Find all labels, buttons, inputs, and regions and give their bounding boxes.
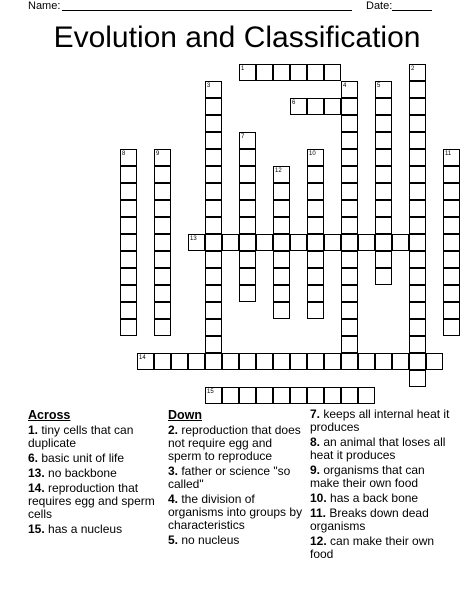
grid-cell[interactable] bbox=[154, 319, 171, 336]
grid-cell[interactable] bbox=[273, 268, 290, 285]
grid-cell[interactable] bbox=[222, 234, 239, 251]
grid-cell[interactable] bbox=[341, 353, 358, 370]
grid-cell[interactable] bbox=[256, 387, 273, 404]
grid-cell[interactable] bbox=[409, 98, 426, 115]
grid-clue-number: 2 bbox=[411, 66, 415, 72]
grid-cell[interactable] bbox=[239, 149, 256, 166]
grid-cell[interactable] bbox=[443, 149, 460, 166]
grid-cell[interactable] bbox=[239, 268, 256, 285]
grid-cell[interactable] bbox=[358, 387, 375, 404]
grid-cell[interactable] bbox=[324, 234, 341, 251]
clue-number: 2. bbox=[168, 423, 179, 437]
grid-cell[interactable] bbox=[273, 234, 290, 251]
clue-text: has a back bone bbox=[326, 491, 419, 505]
clue-text: father or science "so called" bbox=[168, 464, 291, 491]
clue-number: 14. bbox=[28, 481, 45, 495]
clue-number: 4. bbox=[168, 492, 179, 506]
across-column bbox=[28, 408, 160, 538]
grid-clue-number: 6 bbox=[292, 100, 296, 106]
grid-cell[interactable] bbox=[324, 387, 341, 404]
grid-cell[interactable] bbox=[256, 64, 273, 81]
grid-cell[interactable] bbox=[273, 183, 290, 200]
clue-number: 15. bbox=[28, 522, 45, 536]
grid-cell[interactable] bbox=[409, 81, 426, 98]
grid-cell[interactable] bbox=[358, 234, 375, 251]
clue-item bbox=[310, 535, 450, 561]
clue-text: Breaks down dead organisms bbox=[310, 506, 429, 533]
grid-cell[interactable] bbox=[443, 302, 460, 319]
clue-text: keeps all internal heat it produces bbox=[310, 407, 450, 434]
grid-cell[interactable] bbox=[409, 234, 426, 251]
grid-cell[interactable] bbox=[341, 149, 358, 166]
grid-cell[interactable] bbox=[392, 353, 409, 370]
grid-cell[interactable] bbox=[443, 200, 460, 217]
grid-cell[interactable] bbox=[307, 285, 324, 302]
grid-cell[interactable] bbox=[375, 115, 392, 132]
clue-number: 13. bbox=[28, 466, 45, 480]
clue-item bbox=[168, 424, 304, 463]
grid-cell[interactable] bbox=[239, 132, 256, 149]
clue-text: reproduction that does not require egg and sperm to reproduce bbox=[168, 423, 301, 463]
grid-cell[interactable] bbox=[409, 319, 426, 336]
grid-cell[interactable] bbox=[239, 234, 256, 251]
grid-cell[interactable] bbox=[375, 149, 392, 166]
grid-cell[interactable] bbox=[205, 387, 222, 404]
grid-cell[interactable] bbox=[239, 251, 256, 268]
page-title: Evolution and Classification bbox=[53, 21, 421, 54]
grid-cell[interactable] bbox=[205, 336, 222, 353]
grid-cell[interactable] bbox=[205, 115, 222, 132]
grid-cell[interactable] bbox=[273, 353, 290, 370]
grid-cell[interactable] bbox=[324, 353, 341, 370]
grid-clue-number: 10 bbox=[309, 151, 316, 157]
grid-cell[interactable] bbox=[120, 183, 137, 200]
grid-cell[interactable] bbox=[375, 234, 392, 251]
grid-cell[interactable] bbox=[341, 268, 358, 285]
grid-cell[interactable] bbox=[341, 200, 358, 217]
grid-cell[interactable] bbox=[375, 251, 392, 268]
grid-cell[interactable] bbox=[409, 353, 426, 370]
grid-cell[interactable] bbox=[273, 302, 290, 319]
grid-cell[interactable] bbox=[120, 268, 137, 285]
grid-cell[interactable] bbox=[120, 319, 137, 336]
clue-text: an animal that loses all heat it produces bbox=[310, 435, 446, 462]
grid-cell[interactable] bbox=[205, 200, 222, 217]
grid-cell[interactable] bbox=[273, 217, 290, 234]
grid-cell[interactable] bbox=[307, 166, 324, 183]
grid-cell[interactable] bbox=[409, 115, 426, 132]
clue-text: reproduction that requires egg and sperm cells bbox=[28, 481, 155, 521]
grid-cell[interactable] bbox=[409, 200, 426, 217]
clues-section bbox=[0, 408, 474, 613]
grid-cell[interactable] bbox=[205, 217, 222, 234]
clue-item bbox=[168, 534, 304, 547]
grid-cell[interactable] bbox=[341, 81, 358, 98]
grid-cell[interactable] bbox=[307, 149, 324, 166]
grid-cell[interactable] bbox=[341, 166, 358, 183]
date-label: Date: bbox=[366, 0, 393, 12]
clue-item bbox=[28, 523, 160, 536]
grid-cell[interactable] bbox=[222, 353, 239, 370]
clue-text: no nucleus bbox=[178, 533, 240, 547]
grid-cell[interactable] bbox=[256, 353, 273, 370]
grid-cell[interactable] bbox=[120, 149, 137, 166]
clue-item bbox=[28, 482, 160, 521]
across-clue-list bbox=[28, 424, 160, 536]
grid-clue-number: 4 bbox=[343, 83, 347, 89]
down-clue-list-continued bbox=[310, 408, 450, 561]
grid-cell[interactable] bbox=[273, 200, 290, 217]
grid-cell[interactable] bbox=[426, 353, 443, 370]
grid-cell[interactable] bbox=[409, 251, 426, 268]
grid-cell[interactable] bbox=[409, 64, 426, 81]
grid-cell[interactable] bbox=[239, 285, 256, 302]
grid-cell[interactable] bbox=[120, 200, 137, 217]
grid-cell[interactable] bbox=[273, 251, 290, 268]
clue-text: no backbone bbox=[44, 466, 117, 480]
grid-cell[interactable] bbox=[205, 166, 222, 183]
grid-cell[interactable] bbox=[307, 251, 324, 268]
clue-number: 8. bbox=[310, 435, 321, 449]
grid-cell[interactable] bbox=[154, 251, 171, 268]
grid-cell[interactable] bbox=[324, 64, 341, 81]
grid-cell[interactable] bbox=[205, 234, 222, 251]
grid-cell[interactable] bbox=[188, 353, 205, 370]
grid-cell[interactable] bbox=[409, 183, 426, 200]
grid-cell[interactable] bbox=[154, 234, 171, 251]
grid-cell[interactable] bbox=[443, 285, 460, 302]
grid-cell[interactable] bbox=[222, 387, 239, 404]
clue-number: 6. bbox=[28, 451, 39, 465]
grid-cell[interactable] bbox=[205, 132, 222, 149]
grid-cell[interactable] bbox=[171, 353, 188, 370]
grid-cell[interactable] bbox=[341, 336, 358, 353]
grid-cell[interactable] bbox=[256, 234, 273, 251]
grid-cell[interactable] bbox=[273, 285, 290, 302]
grid-cell[interactable] bbox=[154, 268, 171, 285]
across-heading: Across bbox=[28, 408, 71, 422]
grid-cell[interactable] bbox=[443, 183, 460, 200]
grid-cell[interactable] bbox=[239, 200, 256, 217]
grid-cell[interactable] bbox=[205, 251, 222, 268]
down-clue-list bbox=[168, 424, 304, 547]
grid-cell[interactable] bbox=[273, 166, 290, 183]
grid-cell[interactable] bbox=[341, 234, 358, 251]
grid-cell[interactable] bbox=[290, 353, 307, 370]
grid-cell[interactable] bbox=[443, 217, 460, 234]
grid-cell[interactable] bbox=[205, 183, 222, 200]
grid-cell[interactable] bbox=[205, 319, 222, 336]
grid-cell[interactable] bbox=[120, 251, 137, 268]
grid-clue-number: 12 bbox=[275, 168, 282, 174]
grid-cell[interactable] bbox=[307, 268, 324, 285]
grid-cell[interactable] bbox=[239, 353, 256, 370]
clue-number: 1. bbox=[28, 423, 39, 437]
grid-cell[interactable] bbox=[239, 387, 256, 404]
clue-text: organisms that can make their own food bbox=[310, 463, 425, 490]
grid-cell[interactable] bbox=[239, 183, 256, 200]
clue-item bbox=[310, 464, 450, 490]
grid-clue-number: 15 bbox=[207, 389, 214, 395]
grid-cell[interactable] bbox=[341, 387, 358, 404]
grid-cell[interactable] bbox=[120, 285, 137, 302]
grid-cell[interactable] bbox=[205, 302, 222, 319]
grid-cell[interactable] bbox=[120, 166, 137, 183]
grid-cell[interactable] bbox=[375, 200, 392, 217]
clue-number: 12. bbox=[310, 534, 327, 548]
grid-cell[interactable] bbox=[341, 98, 358, 115]
grid-cell[interactable] bbox=[375, 353, 392, 370]
grid-cell[interactable] bbox=[307, 98, 324, 115]
grid-cell[interactable] bbox=[239, 166, 256, 183]
clue-text: tiny cells that can duplicate bbox=[28, 423, 134, 450]
clue-number: 9. bbox=[310, 463, 321, 477]
grid-cell[interactable] bbox=[375, 183, 392, 200]
grid-cell[interactable] bbox=[341, 132, 358, 149]
clue-text: has a nucleus bbox=[44, 522, 123, 536]
grid-cell[interactable] bbox=[341, 319, 358, 336]
clue-number: 11. bbox=[310, 506, 327, 520]
grid-cell[interactable] bbox=[120, 302, 137, 319]
grid-clue-number: 8 bbox=[122, 151, 126, 157]
grid-cell[interactable] bbox=[239, 217, 256, 234]
grid-cell[interactable] bbox=[443, 268, 460, 285]
grid-cell[interactable] bbox=[154, 166, 171, 183]
grid-cell[interactable] bbox=[375, 98, 392, 115]
clue-text: can make their own food bbox=[310, 534, 435, 561]
grid-cell[interactable] bbox=[120, 217, 137, 234]
grid-cell[interactable] bbox=[307, 353, 324, 370]
grid-cell[interactable] bbox=[290, 98, 307, 115]
clue-item bbox=[168, 493, 304, 532]
grid-clue-number: 1 bbox=[241, 66, 245, 72]
grid-cell[interactable] bbox=[443, 251, 460, 268]
grid-cell[interactable] bbox=[409, 370, 426, 387]
grid-cell[interactable] bbox=[341, 285, 358, 302]
grid-cell[interactable] bbox=[307, 64, 324, 81]
grid-cell[interactable] bbox=[375, 166, 392, 183]
grid-cell[interactable] bbox=[409, 268, 426, 285]
grid-cell[interactable] bbox=[358, 353, 375, 370]
grid-cell[interactable] bbox=[443, 166, 460, 183]
grid-cell[interactable] bbox=[341, 115, 358, 132]
grid-cell[interactable] bbox=[375, 268, 392, 285]
clue-item bbox=[28, 452, 160, 465]
grid-cell[interactable] bbox=[205, 98, 222, 115]
grid-cell[interactable] bbox=[375, 217, 392, 234]
grid-cell[interactable] bbox=[120, 234, 137, 251]
grid-cell[interactable] bbox=[409, 336, 426, 353]
grid-cell[interactable] bbox=[273, 64, 290, 81]
grid-cell[interactable] bbox=[290, 64, 307, 81]
grid-cell[interactable] bbox=[154, 183, 171, 200]
grid-cell[interactable] bbox=[205, 353, 222, 370]
grid-cell[interactable] bbox=[375, 132, 392, 149]
clue-item bbox=[28, 424, 160, 450]
down-column bbox=[168, 408, 304, 549]
grid-cell[interactable] bbox=[154, 285, 171, 302]
grid-cell[interactable] bbox=[154, 200, 171, 217]
down-heading: Down bbox=[168, 408, 203, 422]
grid-cell[interactable] bbox=[205, 285, 222, 302]
name-label: Name: bbox=[28, 0, 61, 12]
grid-cell[interactable] bbox=[307, 183, 324, 200]
grid-cell[interactable] bbox=[409, 132, 426, 149]
grid-cell[interactable] bbox=[307, 302, 324, 319]
grid-clue-number: 11 bbox=[445, 151, 452, 157]
clue-item bbox=[28, 467, 160, 480]
clue-number: 5. bbox=[168, 533, 179, 547]
grid-clue-number: 13 bbox=[190, 236, 197, 242]
grid-cell[interactable] bbox=[409, 302, 426, 319]
grid-cell[interactable] bbox=[324, 98, 341, 115]
grid-cell[interactable] bbox=[154, 149, 171, 166]
grid-cell[interactable] bbox=[341, 183, 358, 200]
grid-cell[interactable] bbox=[443, 234, 460, 251]
grid-cell[interactable] bbox=[443, 319, 460, 336]
grid-cell[interactable] bbox=[307, 200, 324, 217]
grid-clue-number: 14 bbox=[139, 355, 146, 361]
grid-cell[interactable] bbox=[307, 234, 324, 251]
grid-cell[interactable] bbox=[375, 81, 392, 98]
clue-text: the division of organisms into groups by characteristics bbox=[168, 492, 303, 532]
grid-cell[interactable] bbox=[307, 387, 324, 404]
grid-cell[interactable] bbox=[154, 353, 171, 370]
grid-cell[interactable] bbox=[205, 268, 222, 285]
grid-cell[interactable] bbox=[341, 217, 358, 234]
grid-cell[interactable] bbox=[137, 353, 154, 370]
clue-number: 3. bbox=[168, 464, 179, 478]
clue-item bbox=[168, 465, 304, 491]
clue-item bbox=[310, 436, 450, 462]
grid-cell[interactable] bbox=[392, 234, 409, 251]
down-column-continued bbox=[310, 408, 450, 563]
grid-cell[interactable] bbox=[409, 217, 426, 234]
grid-cell[interactable] bbox=[341, 302, 358, 319]
clue-text: basic unit of life bbox=[38, 451, 125, 465]
grid-cell[interactable] bbox=[290, 234, 307, 251]
clue-item bbox=[310, 507, 450, 533]
clue-item bbox=[310, 408, 450, 434]
grid-cell[interactable] bbox=[307, 217, 324, 234]
grid-cell[interactable] bbox=[341, 251, 358, 268]
grid-cell[interactable] bbox=[273, 387, 290, 404]
grid-cell[interactable] bbox=[409, 285, 426, 302]
clue-number: 7. bbox=[310, 407, 321, 421]
grid-cell[interactable] bbox=[205, 81, 222, 98]
grid-clue-number: 7 bbox=[241, 134, 245, 140]
grid-cell[interactable] bbox=[409, 166, 426, 183]
grid-cell[interactable] bbox=[205, 149, 222, 166]
grid-cell[interactable] bbox=[239, 64, 256, 81]
grid-clue-number: 3 bbox=[207, 83, 211, 89]
grid-cell[interactable] bbox=[409, 149, 426, 166]
grid-cell[interactable] bbox=[154, 302, 171, 319]
grid-cell[interactable] bbox=[188, 234, 205, 251]
grid-clue-number: 9 bbox=[156, 151, 160, 157]
grid-cell[interactable] bbox=[290, 387, 307, 404]
grid-clue-number: 5 bbox=[377, 83, 381, 89]
clue-number: 10. bbox=[310, 491, 327, 505]
clue-item bbox=[310, 492, 450, 505]
grid-cell[interactable] bbox=[154, 217, 171, 234]
